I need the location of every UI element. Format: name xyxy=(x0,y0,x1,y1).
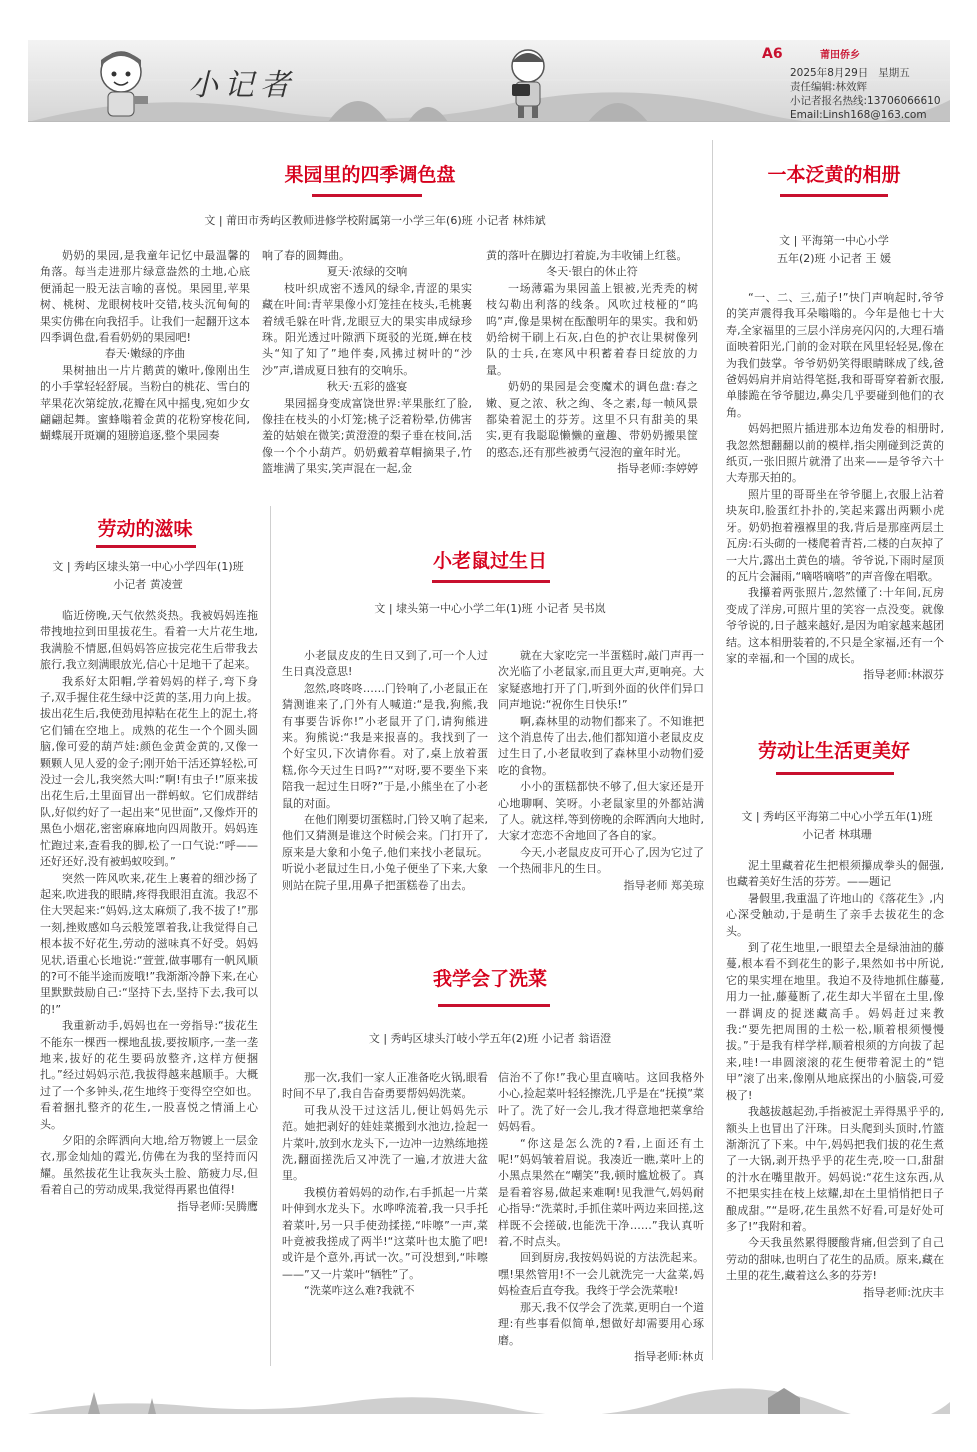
paragraph: 暑假里,我重温了许地山的《落花生》,内心深受触动,于是萌生了亲手去拔花生的念头。 xyxy=(726,891,944,938)
paragraph: 在他们刚要切蛋糕时,门铃又响了起来,他们又猜测是谁这个时候会来。门打开了,原来是大象和小兔子,他们来找小老鼠玩。听说小老鼠过生日,小兔子便坐了下来,大象则站在院子里,用鼻子把蛋糕卷了出去。 xyxy=(282,813,488,892)
section-subheading: 冬天·银白的休止符 xyxy=(546,265,638,279)
newspaper-logo: 莆田侨乡 xyxy=(820,50,860,61)
tutor-credit: 指导老师:沈庆丰 xyxy=(863,1285,944,1299)
section-subheading: 夏天·浓绿的交响 xyxy=(326,265,408,279)
article4-col2 xyxy=(498,648,704,938)
paragraph: 临近傍晚,天气依然炎热。我被妈妈连拖带拽地拉到田里拔花生。看着一大片花生地,我满脸不情愿,但妈妈答应拔完花生后带我去旅行,我立刻满眼放光,信心十足地干了起来。 xyxy=(40,609,258,672)
issue-weekday: 星期五 xyxy=(878,67,910,79)
paragraph: 我系好太阳帽,学着妈妈的样子,弯下身子,双手握住花生绿中泛黄的茎,用力向上拔。拔出花生后,我使劲甩掉粘在花生上的泥土,将它们铺在空地上。成熟的花生一个个圆头圆脑,像可爱的葫芦娃:颜色金黄金黄的,又像一颗颗人见人爱的金子;刚开始干活还算轻松,可没过一会儿,我突然大叫:“啊!有虫子!”原来拔出花生后,土里面冒出一群蚂蚁。它们成群结队,好似约好了一起出来“见世面”,又像炸开的黑色小烟花,密密麻麻地向四周散开。妈妈连忙跑过来,查看我的脚,松了一口气说:“呼——还好还好,没有被蚂蚁咬到。” xyxy=(40,674,258,869)
section-subheading: 秋天·五彩的盛宴 xyxy=(326,380,408,394)
tutor-credit: 指导老师:林贞 xyxy=(634,1349,704,1363)
paragraph: 一场薄霜为果园盖上银被,光秃秃的树枝勾勒出利落的线条。风吹过枝桠的“呜呜”声,像是果树在酝酿明年的果实。我和奶奶给树干刷上石灰,白色的护衣让果树像列队的士兵,在寒风中积蓄着春日绽放的力量。 xyxy=(486,281,698,377)
issue-date: 2025年8月29日 xyxy=(790,67,869,79)
paragraph: 我模仿着妈妈的动作,右手抓起一片菜叶伸到水龙头下。水哗哗流着,我一只手托着菜叶,另一只手使劲揉搓,“咔嚓”一声,菜叶竟被我搓成了两半!“这菜叶也太脆了吧!或许是个意外,再试一次。”可没想到,“咔嚓——”又一片菜叶“牺牲”了。 xyxy=(282,1185,488,1281)
article4-title-rule xyxy=(432,580,550,583)
paragraph: 回到厨房,我按妈妈说的方法洗起来。嘿!果然管用!不一会儿就洗完一大盆菜,妈妈检查后直夸我。我终于学会洗菜啦! xyxy=(498,1251,704,1298)
article1-title: 果园里的四季调色盘 xyxy=(284,164,456,186)
column-divider xyxy=(712,140,713,1360)
article4-col1 xyxy=(282,648,488,938)
article3-title-rule xyxy=(96,545,196,548)
article6-body xyxy=(726,858,944,1340)
column-title: 小记者 xyxy=(188,68,296,103)
article2-body xyxy=(726,290,944,700)
article4-title: 小老鼠过生日 xyxy=(432,550,547,572)
article5-title: 我学会了洗菜 xyxy=(432,968,547,990)
paragraph-continued: 响了春的圆舞曲。 xyxy=(262,249,350,262)
issue-info xyxy=(790,66,941,122)
paragraph-continued: 黄的落叶在脚边打着旋,为丰收铺上红毯。 xyxy=(486,249,688,262)
paragraph: 泥土里藏着花生把根须攥成拳头的倔强,也藏着美好生活的芬芳。——题记 xyxy=(726,859,944,889)
email-line: Email:Linsh168@163.com xyxy=(790,109,927,121)
paragraph: 照片里的哥哥坐在爷爷腿上,衣服上沾着块灰印,脸蛋红扑扑的,笑起来露出两颗小虎牙。奶奶抱着襁褓里的我,背后是那座两层土瓦房:石头砌的一楼爬着青苔,二楼的白灰掉了一大片,露出土黄色的墙。爷爷说,下雨时屋顶的瓦片会漏雨,“嘀嗒嘀嗒”的声音像在唱歌。 xyxy=(726,487,944,583)
article6-byline-reporter: 小记者 林琪珊 xyxy=(802,828,872,841)
article2-byline xyxy=(724,232,944,268)
article5-byline: 文 | 秀屿区埭头汀岐小学五年(2)班 小记者 翁语澄 xyxy=(368,1032,612,1045)
paragraph: 我越拔越起劲,手指被泥土弄得黑乎乎的,额头上也冒出了汗珠。日头爬到头顶时,竹篮渐渐沉了下来。中午,妈妈把我们拔的花生煮了一大锅,剥开热乎乎的花生壳,咬一口,甜甜的汁水在嘴里散开。妈妈说:“花生这东西,从不把果实挂在枝上炫耀,却在土里悄悄把日子酿成甜。”“是呀,花生虽然不好看,可是好处可多了!”我附和着。 xyxy=(726,1105,944,1233)
article5-col2 xyxy=(498,1070,704,1370)
tutor-credit: 指导老师:李婷婷 xyxy=(617,462,698,476)
tutor-credit: 指导老师 郑美琼 xyxy=(623,878,704,892)
article4-byline: 文 | 埭头第一中心小学二年(1)班 小记者 吴书岚 xyxy=(374,602,606,615)
tutor-credit: 指导老师:林淑芬 xyxy=(863,668,944,682)
editor-line: 责任编辑:林效辉 xyxy=(790,81,868,93)
article1-col3 xyxy=(486,248,698,492)
article2-title-rule xyxy=(780,194,888,197)
article3-byline xyxy=(30,558,266,594)
page-header xyxy=(28,40,950,122)
paragraph: 忽然,咚咚咚……门铃响了,小老鼠正在猜测谁来了,门外有人喊道:“是我,狗熊,我有事要告诉你!”小老鼠开了门,请狗熊进来。狗熊说:“我是来报喜的。我找到了一个好宝贝,下次请你看。对了,桌上放着蛋糕,你今天过生日吗?”“对呀,要不要坐下来陪我一起过生日呀?”于是,小熊坐在了小老鼠的对面。 xyxy=(282,681,488,810)
article6-title-rule xyxy=(776,772,894,775)
paragraph: 夕阳的余晖洒向大地,给万物镀上一层金衣,那金灿灿的霞光,仿佛在为我的坚持而闪耀。虽然拔花生让我灰头土脸、筋疲力尽,但看着自己的劳动成果,我觉得再累也值得! xyxy=(40,1134,258,1197)
paragraph: “洗菜咋这么难?我就不 xyxy=(304,1284,415,1298)
paragraph: 啊,森林里的动物们都来了。不知谁把这个消息传了出去,他们都知道小老鼠皮皮过生日了,小老鼠收到了森林里小动物们爱吃的食物。 xyxy=(498,714,704,777)
paragraph: 今天,小老鼠皮皮可开心了,因为它过了一个热闹非凡的生日。 xyxy=(498,845,704,876)
mascot-reporter-icon xyxy=(76,46,166,122)
paragraph: 可我从没干过这活儿,便让妈妈先示范。她把剥好的娃娃菜搬到水池边,捡起一片菜叶,放到水龙头下,一边冲一边熟练地搓洗,翻面搓洗后又冲洗了一遍,才放进大盆里。 xyxy=(282,1103,488,1183)
article1-col1 xyxy=(40,248,250,492)
article3-byline-school: 文 | 秀屿区埭头第一中心小学四年(1)班 xyxy=(52,560,244,573)
article2-title: 一本泛黄的相册 xyxy=(767,164,901,186)
footer-landscape-icon xyxy=(28,1372,950,1414)
paragraph: 小老鼠皮皮的生日又到了,可一个人过生日真没意思! xyxy=(282,649,488,679)
paragraph: 小小的蛋糕都快不够了,但大家还是开心地聊啊、笑呀。小老鼠家里的外都站满了人。就这样,等到傍晚的余晖洒向大地时,大家才恋恋不舍地回了各自的家。 xyxy=(498,780,704,843)
page-number: A6 xyxy=(762,46,783,62)
article3-body xyxy=(40,608,258,1368)
article5-title-rule xyxy=(438,1004,550,1007)
paragraph: 我重新动手,妈妈也在一旁指导:“拔花生不能东一棵西一棵地乱拔,要按顺序,一垄一垄地来,拔好的花生要码放整齐,这样方便捆扎。”经过妈妈示范,我拔得越来越顺手。大概过了一个多钟头,花生地终于变得空空如也。看着捆扎整齐的花生,一股喜悦之情涌上心头。 xyxy=(40,1019,258,1131)
paragraph: 奶奶的果园,是我童年记忆中最温馨的角落。每当走进那片绿意盎然的土地,心底便涌起一股无法言喻的喜悦。果园里,苹果树、桃树、龙眼树枝叶交错,枝头沉甸甸的果实仿佛在向我招手。让我们一起翻开这本四季调色盘,看看奶奶的果园吧! xyxy=(40,249,250,345)
paragraph: 枝叶织成密不透风的绿伞,青涩的果实藏在叶间:青苹果像小灯笼挂在枝头,毛桃裹着绒毛躲在叶背,龙眼豆大的果实串成绿珍珠。阳光透过叶隙洒下斑驳的光斑,蝉在枝头“知了知了”地伴奏,风拂过树叶的“沙沙”声,谱成夏日独有的交响乐。 xyxy=(262,281,472,377)
article2-byline-reporter: 五年(2)班 小记者 王 媛 xyxy=(776,252,892,265)
paragraph: 奶奶的果园是会变魔术的调色盘:春之嫩、夏之浓、秋之绚、冬之素,每一帧风景都染着泥土的芬芳。这里不只有甜美的果实,更有我聪聪懒懒的童趣、带奶奶搬果筐的憨态,还有那些被勇气浸泡的童年时光。 xyxy=(486,380,698,459)
paragraph: “一、二、三,茄子!”快门声响起时,爷爷的笑声震得我耳朵嗡嗡的。今年是他七十大寿,全家福里的三层小洋房亮闪闪的,大理石墙面映着阳光,门前的金对联在风里轻轻晃,像在为我们鼓掌。爷爷奶奶笑得眼睛眯成了线,爸爸妈妈肩并肩站得笔挺,我和哥哥穿着新衣服,单膝跪在爷爷腿边,鼻尖几乎要碰到他们的衣角。 xyxy=(726,291,944,419)
paragraph: “你这是怎么洗的?看,上面还有土呢!”妈妈皱着眉说。我凑近一瞧,菜叶上的小黑点果然在“嘲笑”我,顿时尴尬极了。真是看着容易,做起来难啊!见我泄气,妈妈耐心指导:“洗菜时,手抓住菜叶两边来回搓,这样既不会搓破,也能洗干净……”我认真听着,不时点头。 xyxy=(498,1136,704,1249)
paragraph: 到了花生地里,一眼望去全是绿油油的藤蔓,根本看不到花生的影子,果然如书中所说,它的果实埋在地里。我迫不及待地抓住藤蔓,用力一扯,藤蔓断了,花生却大半留在土里,像一群调皮的捉迷藏高手。妈妈赶过来教我:“要先把周围的土松一松,顺着根须慢慢拔。”于是我有样学样,顺着根须的方向拔了起来,哇!一串圆滚滚的花生便带着泥土的“铠甲”滚了出来,像刚从地底探出的小脑袋,可爱极了! xyxy=(726,941,944,1102)
paragraph: 果树抽出一片片鹅黄的嫩叶,像刚出生的小手掌轻轻舒展。当粉白的桃花、雪白的苹果花次第绽放,花瓣在风中摇曳,宛如少女翩翩起舞。蜜蜂嗡着金黄的花粉穿梭花间,蝴蝶展开斑斓的翅膀追逐,整个果园奏 xyxy=(40,363,250,443)
article5-col1 xyxy=(282,1070,488,1370)
paragraph: 那一次,我们一家人正准备吃火锅,眼看时间不早了,我自告奋勇要帮妈妈洗菜。 xyxy=(282,1071,488,1101)
article6-byline xyxy=(722,808,952,844)
hotline-line: 小记者报名热线:13706066610 xyxy=(790,95,941,107)
paragraph: 就在大家吃完一半蛋糕时,敲门声再一次光临了小老鼠家,而且更大声,更响亮。大家疑惑地打开了门,听到外面的伙伴们异口同声地说:“祝你生日快乐!” xyxy=(498,649,704,712)
paragraph: 妈妈把照片插进那本边角发卷的相册时,我忽然想翻翻以前的模样,指尖刚碰到泛黄的纸页,一张旧照片就滑了出来——是爷爷六十大寿那天拍的。 xyxy=(726,422,944,485)
paragraph: 我攥着两张照片,忽然懂了:十年间,瓦房变成了洋房,可照片里的笑容一点没变。就像爷爷说的,日子越来越好,是因为咱家越来越团结。这本相册装着的,不只是全家福,还有一个家的幸福,和一个国的成长。 xyxy=(726,586,944,665)
article2-byline-school: 文 | 平海第一中心小学 xyxy=(779,234,889,247)
article1-title-rule xyxy=(312,194,422,197)
boy-with-camera-icon xyxy=(498,44,558,120)
article1-byline: 文 | 莆田市秀屿区教师进修学校附属第一小学三年(6)班 小记者 林炜斌 xyxy=(204,214,546,227)
tutor-credit: 指导老师:吴腾鹰 xyxy=(177,1199,258,1213)
column-divider xyxy=(270,506,271,1366)
article1-col2 xyxy=(262,248,472,492)
article6-byline-school: 文 | 秀屿区平海第二中心小学五年(1)班 xyxy=(741,810,933,823)
article3-title: 劳动的滋味 xyxy=(97,518,193,540)
section-subheading: 春天·嫩绿的序曲 xyxy=(104,347,186,361)
paragraph: 今天我虽然累得腰酸背痛,但尝到了自己劳动的甜味,也明白了花生的品质。原来,藏在土里的花生,藏着这么多的芬芳! xyxy=(726,1236,944,1283)
paragraph: 突然一阵风吹来,花生上裹着的细沙扬了起来,吹进我的眼睛,疼得我眼泪直流。我忍不住大哭起来:“妈妈,这太麻烦了,我不拔了!”那一刻,挫败感如乌云般笼罩着我,让我觉得自己根本拔不好花生,劳动的滋味真不好受。妈妈见状,语重心长地说:“萱萱,做事哪有一帆风顺的?可不能半途而废哦!”我渐渐冷静下来,在心里默默鼓励自己:“坚持下去,坚持下去,我可以的!” xyxy=(40,871,258,1016)
paragraph: 那天,我不仅学会了洗菜,更明白一个道理:有些事看似简单,想做好却需要用心琢磨。 xyxy=(498,1300,704,1347)
article3-byline-reporter: 小记者 黄凌萱 xyxy=(113,578,183,591)
paragraph: 果园摇身变成富饶世界:苹果胀红了脸,像挂在枝头的小灯笼;桃子泛着粉晕,仿佛害羞的姑娘在微笑;黄澄澄的梨子垂在枝间,活像一个个小葫芦。奶奶戴着草帽摘果子,竹篮堆满了果实,笑声混在一起,金 xyxy=(262,396,472,476)
article6-title: 劳动让生活更美好 xyxy=(757,740,910,762)
paragraph-continued: 信治不了你!”我心里直嘀咕。这回我格外小心,捡起菜叶轻轻擦洗,几乎是在“抚摸”菜叶了。洗了好一会儿,我才得意地把菜拿给妈妈看。 xyxy=(498,1071,704,1134)
